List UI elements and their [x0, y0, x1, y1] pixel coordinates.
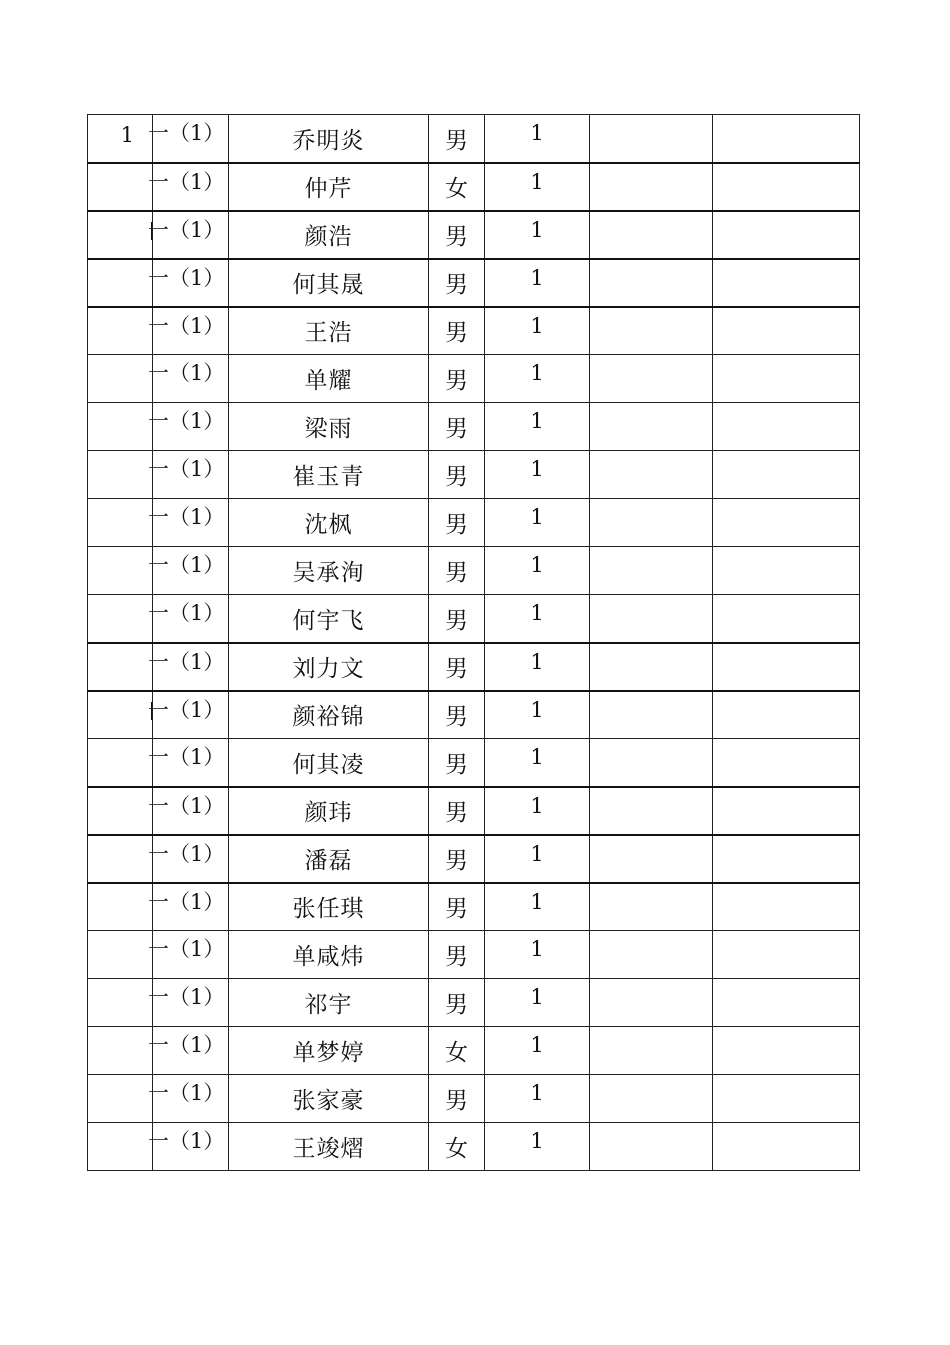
blank-cell [713, 739, 860, 787]
student-name-cell: 沈枫 [229, 499, 429, 547]
class-label: 一（1） [148, 841, 225, 866]
blank-cell [713, 883, 860, 931]
class-label: 一（1） [148, 121, 225, 145]
class-cell [148, 691, 229, 739]
gender-cell: 男 [429, 115, 485, 163]
class-cell [148, 115, 229, 163]
class-label: 一（1） [148, 505, 225, 529]
gender-cell: 女 [429, 1123, 485, 1171]
row-index-cell [88, 979, 153, 1027]
roster-body [88, 115, 860, 1171]
count-cell: 1 [485, 403, 590, 451]
class-cell [148, 403, 229, 451]
student-name-cell: 吴承洵 [229, 547, 429, 595]
blank-cell [590, 1075, 713, 1123]
class-cell [148, 355, 229, 403]
row-index-cell [88, 403, 153, 451]
row-index-cell [88, 451, 153, 499]
class-cell [148, 739, 229, 787]
gender-cell: 男 [429, 1075, 485, 1123]
class-label: 一（1） [148, 169, 225, 194]
blank-cell [590, 115, 713, 163]
count-cell: 1 [485, 307, 590, 355]
student-roster-table [87, 114, 860, 1171]
class-label: 一（1） [148, 793, 225, 818]
table-row [88, 931, 860, 979]
class-cell [148, 307, 229, 355]
count-cell: 1 [485, 691, 590, 739]
class-label: 一（1） [148, 409, 225, 433]
gender-cell: 男 [429, 691, 485, 739]
student-name-cell: 王浩 [229, 307, 429, 355]
row-index-cell [88, 787, 153, 835]
gender-cell: 男 [429, 259, 485, 307]
row-index-cell [88, 739, 153, 787]
student-name-cell: 乔明炎 [229, 115, 429, 163]
gender-cell: 男 [429, 403, 485, 451]
table-row [88, 259, 860, 307]
count-cell: 1 [485, 499, 590, 547]
row-index-cell [88, 643, 153, 691]
row-index-cell [88, 835, 153, 883]
gender-cell: 男 [429, 835, 485, 883]
class-label: 一（1） [148, 937, 225, 961]
blank-cell [713, 307, 860, 355]
table-row [88, 835, 860, 883]
blank-cell [590, 307, 713, 355]
row-index-cell [88, 883, 153, 931]
gender-cell: 男 [429, 979, 485, 1027]
gender-cell: 女 [429, 1027, 485, 1075]
count-cell: 1 [485, 163, 590, 211]
class-label: 一（1） [148, 649, 225, 674]
table-row [88, 499, 860, 547]
table-row [88, 307, 860, 355]
count-cell: 1 [485, 787, 590, 835]
class-cell [148, 595, 229, 643]
class-label: 一（1） [148, 601, 225, 625]
gender-cell: 男 [429, 883, 485, 931]
table-row [88, 979, 860, 1027]
table-row [88, 451, 860, 499]
blank-cell [713, 835, 860, 883]
row-index-cell: 1 [88, 115, 153, 163]
blank-cell [713, 403, 860, 451]
row-index-cell [88, 1027, 153, 1075]
row-index-cell [88, 1123, 153, 1171]
blank-cell [713, 1123, 860, 1171]
student-name-cell: 刘力文 [229, 643, 429, 691]
count-cell: 1 [485, 979, 590, 1027]
blank-cell [713, 547, 860, 595]
student-name-cell: 王竣熠 [229, 1123, 429, 1171]
row-index-cell [88, 691, 153, 739]
student-name-cell: 何宇飞 [229, 595, 429, 643]
student-name-cell: 何其凌 [229, 739, 429, 787]
student-name-cell: 梁雨 [229, 403, 429, 451]
class-cell [148, 259, 229, 307]
class-cell [148, 499, 229, 547]
gender-cell: 男 [429, 451, 485, 499]
blank-cell [713, 787, 860, 835]
class-label: 一（1） [148, 265, 225, 290]
gender-cell: 男 [429, 211, 485, 259]
class-label: 一（1） [148, 361, 225, 385]
roster-sheet [87, 114, 859, 1171]
row-index-cell [88, 1075, 153, 1123]
count-cell: 1 [485, 931, 590, 979]
class-cell [148, 163, 229, 211]
blank-cell [713, 211, 860, 259]
student-name-cell: 崔玉青 [229, 451, 429, 499]
table-row [88, 211, 860, 259]
count-cell: 1 [485, 1027, 590, 1075]
table-row [88, 883, 860, 931]
gender-cell: 男 [429, 355, 485, 403]
student-name-cell: 颜浩 [229, 211, 429, 259]
blank-cell [713, 115, 860, 163]
class-label: 一（1） [148, 889, 225, 914]
row-index-cell [88, 259, 153, 307]
class-label: 一（1） [148, 985, 225, 1009]
blank-cell [590, 595, 713, 643]
count-cell: 1 [485, 835, 590, 883]
blank-cell [713, 1027, 860, 1075]
student-name-cell: 张家豪 [229, 1075, 429, 1123]
blank-cell [590, 883, 713, 931]
blank-cell [590, 739, 713, 787]
table-row [88, 739, 860, 787]
count-cell: 1 [485, 643, 590, 691]
class-cell [148, 643, 229, 691]
table-row [88, 1075, 860, 1123]
blank-cell [713, 259, 860, 307]
class-label: 一（1） [148, 553, 225, 577]
blank-cell [713, 1075, 860, 1123]
blank-cell [590, 787, 713, 835]
gender-cell: 女 [429, 163, 485, 211]
table-row [88, 691, 860, 739]
class-cell [148, 451, 229, 499]
blank-cell [590, 1123, 713, 1171]
table-row [88, 115, 860, 163]
table-row [88, 547, 860, 595]
row-index-cell [88, 595, 153, 643]
count-cell: 1 [485, 1075, 590, 1123]
count-cell: 1 [485, 259, 590, 307]
row-index-cell [88, 931, 153, 979]
class-cell [148, 211, 229, 259]
gender-cell: 男 [429, 499, 485, 547]
student-name-cell: 张任琪 [229, 883, 429, 931]
student-name-cell: 单咸炜 [229, 931, 429, 979]
class-cell [148, 787, 229, 835]
table-row [88, 403, 860, 451]
row-index-cell [88, 307, 153, 355]
blank-cell [590, 835, 713, 883]
table-row [88, 355, 860, 403]
count-cell: 1 [485, 739, 590, 787]
row-index-cell [88, 211, 153, 259]
blank-cell [713, 979, 860, 1027]
student-name-cell: 何其晟 [229, 259, 429, 307]
blank-cell [713, 355, 860, 403]
count-cell: 1 [485, 547, 590, 595]
blank-cell [590, 643, 713, 691]
class-cell [148, 1027, 229, 1075]
row-index-cell [88, 163, 153, 211]
row-index-cell [88, 547, 153, 595]
count-cell: 1 [485, 355, 590, 403]
gender-cell: 男 [429, 931, 485, 979]
class-label: 一（1） [148, 1129, 225, 1153]
class-cell [148, 931, 229, 979]
count-cell: 1 [485, 595, 590, 643]
blank-cell [590, 547, 713, 595]
gender-cell: 男 [429, 643, 485, 691]
student-name-cell: 仲芹 [229, 163, 429, 211]
gender-cell: 男 [429, 547, 485, 595]
class-label: 一（1） [148, 457, 225, 481]
gender-cell: 男 [429, 739, 485, 787]
class-cell [148, 979, 229, 1027]
blank-cell [590, 979, 713, 1027]
student-name-cell: 单耀 [229, 355, 429, 403]
blank-cell [590, 499, 713, 547]
blank-cell [713, 163, 860, 211]
blank-cell [713, 451, 860, 499]
blank-cell [590, 355, 713, 403]
gender-cell: 男 [429, 307, 485, 355]
count-cell: 1 [485, 883, 590, 931]
blank-cell [713, 691, 860, 739]
table-row [88, 787, 860, 835]
count-cell: 1 [485, 451, 590, 499]
table-row [88, 1123, 860, 1171]
blank-cell [590, 163, 713, 211]
blank-cell [590, 403, 713, 451]
blank-cell [713, 643, 860, 691]
class-cell [148, 1075, 229, 1123]
table-row [88, 1027, 860, 1075]
blank-cell [590, 451, 713, 499]
class-label: 一（1） [148, 1081, 225, 1105]
row-index-cell [88, 499, 153, 547]
blank-cell [713, 499, 860, 547]
blank-cell [590, 691, 713, 739]
student-name-cell: 颜玮 [229, 787, 429, 835]
student-name-cell: 颜裕锦 [229, 691, 429, 739]
class-cell [148, 883, 229, 931]
class-cell [148, 1123, 229, 1171]
count-cell: 1 [485, 115, 590, 163]
class-cell [148, 547, 229, 595]
class-label: 一（1） [148, 217, 225, 242]
blank-cell [590, 931, 713, 979]
student-name-cell: 祁宇 [229, 979, 429, 1027]
blank-cell [590, 1027, 713, 1075]
table-row [88, 595, 860, 643]
table-row [88, 643, 860, 691]
blank-cell [590, 211, 713, 259]
class-label: 一（1） [148, 1033, 225, 1057]
table-row [88, 163, 860, 211]
class-label: 一（1） [148, 745, 225, 769]
class-label: 一（1） [148, 313, 225, 338]
row-index-cell [88, 355, 153, 403]
student-name-cell: 潘磊 [229, 835, 429, 883]
blank-cell [713, 931, 860, 979]
blank-cell [713, 595, 860, 643]
blank-cell [590, 259, 713, 307]
class-cell [148, 835, 229, 883]
class-label: 一（1） [148, 697, 225, 722]
count-cell: 1 [485, 1123, 590, 1171]
count-cell: 1 [485, 211, 590, 259]
gender-cell: 男 [429, 787, 485, 835]
student-name-cell: 单梦婷 [229, 1027, 429, 1075]
gender-cell: 男 [429, 595, 485, 643]
